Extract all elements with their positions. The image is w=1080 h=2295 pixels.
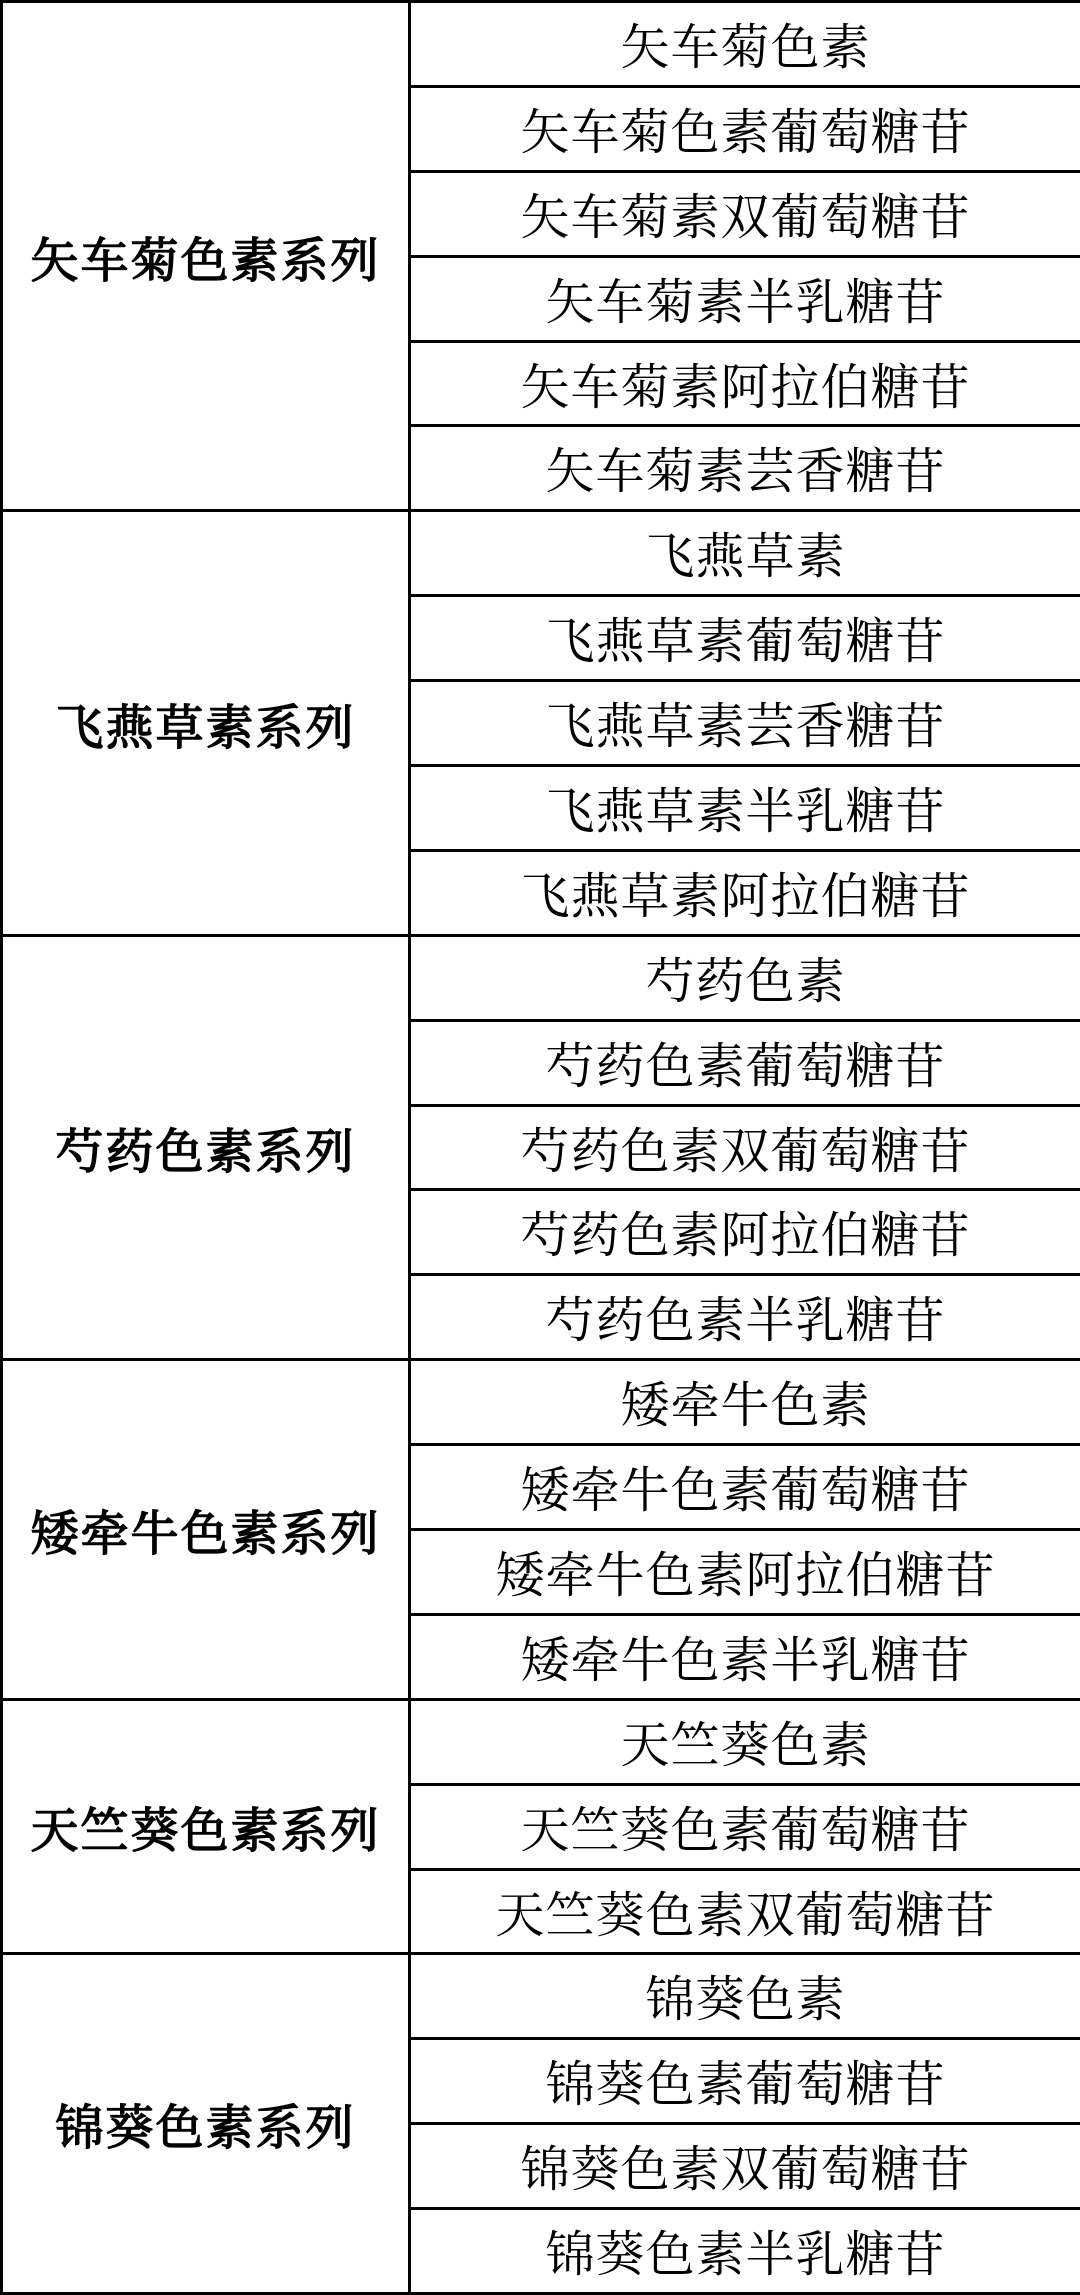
table-row [2,935,1080,1020]
group-name-cell: 飞燕草素系列 [2,511,410,935]
table-row [2,2,1080,87]
compound-name-cell: 矢车菊素芸香糖苷 [410,426,1080,511]
group-name-cell: 天竺葵色素系列 [2,1699,410,1954]
table-row [2,1954,1080,2039]
compound-name-cell: 芍药色素双葡萄糖苷 [410,1105,1080,1190]
compound-name-cell: 芍药色素阿拉伯糖苷 [410,1190,1080,1275]
compound-name-cell: 矮牵牛色素半乳糖苷 [410,1614,1080,1699]
group-name-cell: 矮牵牛色素系列 [2,1360,410,1700]
compound-name-cell: 矢车菊素半乳糖苷 [410,256,1080,341]
compound-name-cell: 矢车菊色素 [410,2,1080,87]
compound-name-cell: 锦葵色素半乳糖苷 [410,2209,1080,2294]
compound-name-cell: 锦葵色素葡萄糖苷 [410,2039,1080,2124]
group-name-cell: 锦葵色素系列 [2,1954,410,2294]
compound-name-cell: 天竺葵色素葡萄糖苷 [410,1784,1080,1869]
compound-name-cell: 飞燕草素 [410,511,1080,596]
table-body [2,2,1080,2294]
group-name-cell: 矢车菊色素系列 [2,2,410,511]
table-row [2,1699,1080,1784]
compound-name-cell: 矮牵牛色素 [410,1360,1080,1445]
table-row [2,511,1080,596]
compound-name-cell: 飞燕草素半乳糖苷 [410,766,1080,851]
compound-name-cell: 芍药色素 [410,935,1080,1020]
group-name-cell: 芍药色素系列 [2,935,410,1359]
compound-name-cell: 芍药色素半乳糖苷 [410,1275,1080,1360]
compound-name-cell: 飞燕草素葡萄糖苷 [410,596,1080,681]
compound-name-cell: 矢车菊素双葡萄糖苷 [410,171,1080,256]
compound-name-cell: 锦葵色素 [410,1954,1080,2039]
compound-name-cell: 飞燕草素芸香糖苷 [410,681,1080,766]
table-row [2,1360,1080,1445]
compound-name-cell: 矮牵牛色素葡萄糖苷 [410,1445,1080,1530]
compound-name-cell: 飞燕草素阿拉伯糖苷 [410,850,1080,935]
compound-name-cell: 锦葵色素双葡萄糖苷 [410,2124,1080,2209]
compound-name-cell: 天竺葵色素 [410,1699,1080,1784]
compound-name-cell: 矢车菊色素葡萄糖苷 [410,86,1080,171]
compound-name-cell: 芍药色素葡萄糖苷 [410,1020,1080,1105]
compound-name-cell: 矢车菊素阿拉伯糖苷 [410,341,1080,426]
compound-name-cell: 天竺葵色素双葡萄糖苷 [410,1869,1080,1954]
compound-name-cell: 矮牵牛色素阿拉伯糖苷 [410,1530,1080,1615]
